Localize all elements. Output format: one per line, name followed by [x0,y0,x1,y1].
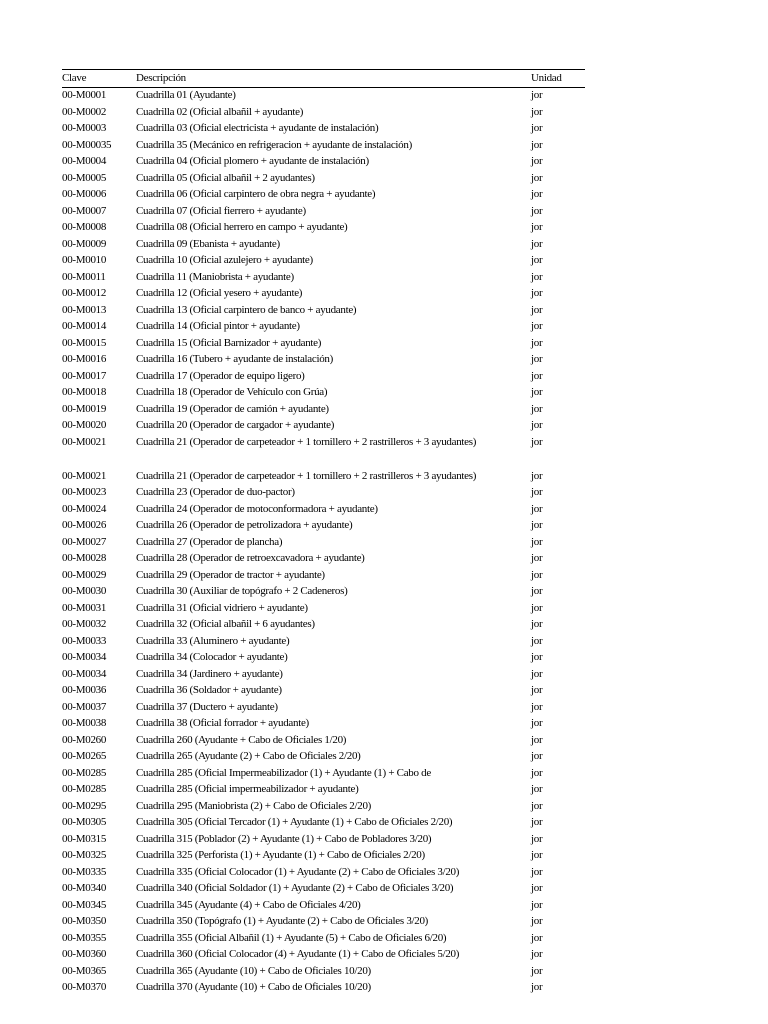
row-unidad: jor [531,122,543,134]
row-unidad: jor [531,799,543,812]
row-unidad: jor [531,320,543,332]
row-clave: 00-M0315 [62,832,107,845]
row-unidad: jor [531,270,543,283]
row-unidad: jor [531,254,543,266]
row-clave: 00-M0031 [62,601,107,614]
table-row [62,385,585,402]
row-descripcion [136,436,529,469]
table-row [62,485,585,502]
row-clave: 00-M0009 [62,237,107,250]
row-unidad: jor [531,237,543,250]
row-clave: 00-M0015 [62,336,107,349]
row-unidad: jor [531,931,543,944]
row-clave: 00-M0018 [62,386,107,398]
crew-table [62,69,585,997]
row-descripcion: Cuadrilla 360 (Oficial Colocador (4) + Ayudante (1) + Cabo de Oficiales 5/20) [136,948,460,960]
row-descripcion: Cuadrilla 315 (Poblador (2) + Ayudante (1) + Cabo de Pobladores 3/20) [136,832,432,845]
table-row [62,815,585,832]
row-descripcion: Cuadrilla 29 (Operador de tractor + ayudante) [136,568,325,581]
row-unidad: jor [531,651,543,663]
row-clave: 00-M0033 [62,634,107,647]
row-clave: 00-M0345 [62,898,107,911]
table-row [62,154,585,171]
header-descripcion: Descripción [136,72,186,84]
row-clave: 00-M0029 [62,568,107,581]
row-descripcion: Cuadrilla 04 (Oficial plomero + ayudante de instalación) [136,155,369,167]
table-row [62,220,585,237]
row-clave: 00-M0026 [62,519,107,531]
row-clave: 00-M0002 [62,105,107,118]
table-row [62,749,585,766]
row-clave: 00-M0003 [62,122,107,134]
row-unidad: jor [531,353,543,365]
row-clave: 00-M0036 [62,684,107,696]
row-descripcion: Cuadrilla 02 (Oficial albañil + ayudante) [136,105,304,118]
row-unidad: jor [531,402,543,415]
row-clave: 00-M0014 [62,320,107,332]
row-descripcion: Cuadrilla 285 (Oficial impermeabilizador + ayudante) [136,783,359,795]
row-descripcion: Cuadrilla 16 (Tubero + ayudante de instalación) [136,353,333,365]
row-clave: 00-M0360 [62,948,107,960]
row-unidad: jor [531,89,543,101]
row-unidad: jor [531,552,543,564]
row-unidad: jor [531,882,543,894]
row-descripcion: Cuadrilla 17 (Operador de equipo ligero) [136,369,305,382]
row-descripcion: Cuadrilla 33 (Aluminero + ayudante) [136,634,290,647]
table-row [62,848,585,865]
row-clave: 00-M00035 [62,138,112,151]
table-row [62,319,585,336]
row-unidad: jor [531,832,543,845]
row-unidad: jor [531,105,543,118]
row-clave: 00-M0350 [62,915,107,927]
table-row [62,947,585,964]
table-row [62,568,585,585]
row-descripcion: Cuadrilla 36 (Soldador + ayudante) [136,684,282,696]
row-descripcion: Cuadrilla 24 (Operador de motoconformadora + ayudante) [136,502,378,515]
row-descripcion: Cuadrilla 38 (Oficial forrador + ayudante) [136,717,309,729]
row-descripcion: Cuadrilla 345 (Ayudante (4) + Cabo de Oficiales 4/20) [136,898,361,911]
row-descripcion: Cuadrilla 285 (Oficial Impermeabilizador (1) + Ayudante (1) + Cabo de [136,766,431,779]
row-clave: 00-M0005 [62,171,107,184]
row-unidad: jor [531,981,543,993]
table-row [62,171,585,188]
table-header [62,70,585,88]
row-descripcion: Cuadrilla 07 (Oficial fierrero + ayudante) [136,204,306,217]
row-descripcion: Cuadrilla 30 (Auxiliar de topógrafo + 2 Cadeneros) [136,585,348,597]
row-clave: 00-M0295 [62,799,107,812]
table-row [62,650,585,667]
row-descripcion: Cuadrilla 01 (Ayudante) [136,89,236,101]
row-clave: 00-M0034 [62,651,107,663]
table-row [62,634,585,651]
row-clave: 00-M0013 [62,303,107,316]
row-unidad: jor [531,171,543,184]
table-row [62,733,585,750]
row-descripcion: Cuadrilla 370 (Ayudante (10) + Cabo de Oficiales 10/20) [136,981,371,993]
row-descripcion: Cuadrilla 31 (Oficial vidriero + ayudante) [136,601,308,614]
row-clave: 00-M0265 [62,750,107,762]
row-clave: 00-M0007 [62,204,107,217]
row-descripcion: Cuadrilla 355 (Oficial Albañil (1) + Ayudante (5) + Cabo de Oficiales 6/20) [136,931,447,944]
table-row [62,535,585,552]
table-row [62,435,585,469]
table-row [62,667,585,684]
table-body [62,88,585,997]
row-unidad: jor [531,684,543,696]
table-row [62,352,585,369]
row-unidad: jor [531,915,543,927]
table-row [62,584,585,601]
row-clave: 00-M0260 [62,733,107,746]
row-clave: 00-M0355 [62,931,107,944]
row-clave: 00-M0365 [62,964,107,977]
row-unidad: jor [531,287,543,299]
row-descripcion-text: Cuadrilla 21 (Operador de carpeteador + 1 tornillero + 2 rastrilleros + 3 ayudantes) [136,435,477,448]
row-descripcion: Cuadrilla 295 (Maniobrista (2) + Cabo de Oficiales 2/20) [136,799,372,812]
row-descripcion: Cuadrilla 26 (Operador de petrolizadora + ayudante) [136,519,353,531]
row-descripcion: Cuadrilla 21 (Operador de carpeteador + 1 tornillero + 2 rastrilleros + 3 ayudantes) [136,469,477,482]
row-clave: 00-M0285 [62,766,107,779]
table-row [62,369,585,386]
row-unidad: jor [531,849,543,861]
table-row [62,121,585,138]
row-descripcion: Cuadrilla 37 (Ductero + ayudante) [136,700,278,713]
row-unidad: jor [531,568,543,581]
row-unidad: jor [531,700,543,713]
row-unidad: jor [531,419,543,431]
row-unidad: jor [531,336,543,349]
row-descripcion: Cuadrilla 18 (Operador de Vehículo con Grúa) [136,386,328,398]
row-descripcion: Cuadrilla 325 (Perforista (1) + Ayudante (1) + Cabo de Oficiales 2/20) [136,849,425,861]
table-row [62,683,585,700]
table-row [62,914,585,931]
table-row [62,832,585,849]
row-clave: 00-M0006 [62,188,107,200]
row-descripcion: Cuadrilla 05 (Oficial albañil + 2 ayudantes) [136,171,315,184]
row-descripcion: Cuadrilla 14 (Oficial pintor + ayudante) [136,320,300,332]
row-clave: 00-M0024 [62,502,107,515]
table-row [62,88,585,105]
row-unidad: jor [531,535,543,548]
header-clave: Clave [62,72,87,84]
table-row [62,286,585,303]
table-row [62,700,585,717]
table-row [62,138,585,155]
row-clave: 00-M0016 [62,353,107,365]
row-descripcion: Cuadrilla 13 (Oficial carpintero de banco + ayudante) [136,303,357,316]
row-unidad: jor [531,634,543,647]
row-descripcion: Cuadrilla 34 (Jardinero + ayudante) [136,667,283,680]
row-unidad: jor [531,948,543,960]
table-row [62,187,585,204]
table-row [62,865,585,882]
row-descripcion: Cuadrilla 335 (Oficial Colocador (1) + Ayudante (2) + Cabo de Oficiales 3/20) [136,865,460,878]
row-descripcion: Cuadrilla 365 (Ayudante (10) + Cabo de Oficiales 10/20) [136,964,371,977]
row-descripcion: Cuadrilla 32 (Oficial albañil + 6 ayudantes) [136,618,315,630]
row-unidad: jor [531,502,543,515]
table-row [62,237,585,254]
row-clave: 00-M0012 [62,287,107,299]
table-row [62,898,585,915]
row-clave: 00-M0037 [62,700,107,713]
row-descripcion: Cuadrilla 23 (Operador de duo-pactor) [136,486,295,498]
row-clave: 00-M0021 [62,469,107,482]
row-clave: 00-M0305 [62,816,107,828]
row-clave: 00-M0010 [62,254,107,266]
row-unidad: jor [531,865,543,878]
row-descripcion: Cuadrilla 10 (Oficial azulejero + ayudante) [136,254,313,266]
row-descripcion: Cuadrilla 265 (Ayudante (2) + Cabo de Oficiales 2/20) [136,750,361,762]
row-descripcion: Cuadrilla 03 (Oficial electricista + ayudante de instalación) [136,122,379,134]
row-clave: 00-M0011 [62,270,106,283]
row-unidad: jor [531,369,543,382]
table-row [62,782,585,799]
row-unidad: jor [531,386,543,398]
table-row [62,964,585,981]
table-row [62,502,585,519]
row-unidad: jor [531,155,543,167]
row-unidad: jor [531,667,543,680]
table-row [62,931,585,948]
row-clave: 00-M0030 [62,585,107,597]
row-clave: 00-M0340 [62,882,107,894]
row-descripcion: Cuadrilla 20 (Operador de cargador + ayudante) [136,419,335,431]
row-unidad: jor [531,783,543,795]
table-row [62,799,585,816]
row-unidad: jor [531,750,543,762]
table-row [62,881,585,898]
row-clave: 00-M0001 [62,89,107,101]
row-descripcion: Cuadrilla 340 (Oficial Soldador (1) + Ayudante (2) + Cabo de Oficiales 3/20) [136,882,454,894]
row-unidad: jor [531,717,543,729]
row-descripcion: Cuadrilla 27 (Operador de plancha) [136,535,283,548]
row-descripcion: Cuadrilla 305 (Oficial Tercador (1) + Ayudante (1) + Cabo de Oficiales 2/20) [136,816,453,828]
row-clave: 00-M0021 [62,435,107,448]
row-clave: 00-M0370 [62,981,107,993]
row-clave: 00-M0017 [62,369,107,382]
row-descripcion: Cuadrilla 34 (Colocador + ayudante) [136,651,288,663]
table-row [62,601,585,618]
row-descripcion: Cuadrilla 35 (Mecánico en refrigeracion + ayudante de instalación) [136,138,412,151]
row-unidad: jor [531,138,543,151]
table-row [62,336,585,353]
table-row [62,105,585,122]
header-unidad: Unidad [531,72,562,84]
table-row [62,418,585,435]
row-unidad: jor [531,519,543,531]
row-clave: 00-M0325 [62,849,107,861]
row-unidad: jor [531,469,543,482]
row-descripcion: Cuadrilla 15 (Oficial Barnizador + ayudante) [136,336,322,349]
row-descripcion: Cuadrilla 08 (Oficial herrero en campo + ayudante) [136,221,348,233]
row-unidad: jor [531,188,543,200]
row-clave: 00-M0335 [62,865,107,878]
table-row [62,617,585,634]
row-clave: 00-M0020 [62,419,107,431]
table-row [62,716,585,733]
row-unidad: jor [531,221,543,233]
row-descripcion: Cuadrilla 19 (Operador de camión + ayudante) [136,402,329,415]
row-descripcion: Cuadrilla 260 (Ayudante + Cabo de Oficiales 1/20) [136,733,347,746]
row-unidad: jor [531,964,543,977]
table-row [62,204,585,221]
row-clave: 00-M0019 [62,402,107,415]
row-unidad: jor [531,766,543,779]
table-row [62,270,585,287]
row-clave: 00-M0008 [62,221,107,233]
row-unidad: jor [531,486,543,498]
table-row [62,253,585,270]
row-descripcion: Cuadrilla 28 (Operador de retroexcavadora + ayudante) [136,552,365,564]
row-clave: 00-M0004 [62,155,107,167]
row-unidad: jor [531,435,543,448]
row-clave: 00-M0285 [62,783,107,795]
row-unidad: jor [531,303,543,316]
row-clave: 00-M0032 [62,618,107,630]
table-row [62,766,585,783]
table-row [62,402,585,419]
row-descripcion: Cuadrilla 11 (Maniobrista + ayudante) [136,270,294,283]
row-clave: 00-M0038 [62,717,107,729]
table-row [62,469,585,486]
row-clave: 00-M0027 [62,535,107,548]
row-unidad: jor [531,898,543,911]
row-unidad: jor [531,733,543,746]
table-row [62,551,585,568]
row-descripcion: Cuadrilla 350 (Topógrafo (1) + Ayudante (2) + Cabo de Oficiales 3/20) [136,915,429,927]
row-clave: 00-M0034 [62,667,107,680]
row-clave: 00-M0023 [62,486,107,498]
row-descripcion: Cuadrilla 09 (Ebanista + ayudante) [136,237,280,250]
row-unidad: jor [531,585,543,597]
row-clave: 00-M0028 [62,552,107,564]
table-row [62,980,585,997]
table-row [62,518,585,535]
row-unidad: jor [531,204,543,217]
row-unidad: jor [531,618,543,630]
row-descripcion: Cuadrilla 06 (Oficial carpintero de obra negra + ayudante) [136,188,376,200]
table-row [62,303,585,320]
row-descripcion: Cuadrilla 12 (Oficial yesero + ayudante) [136,287,303,299]
row-unidad: jor [531,601,543,614]
row-unidad: jor [531,816,543,828]
